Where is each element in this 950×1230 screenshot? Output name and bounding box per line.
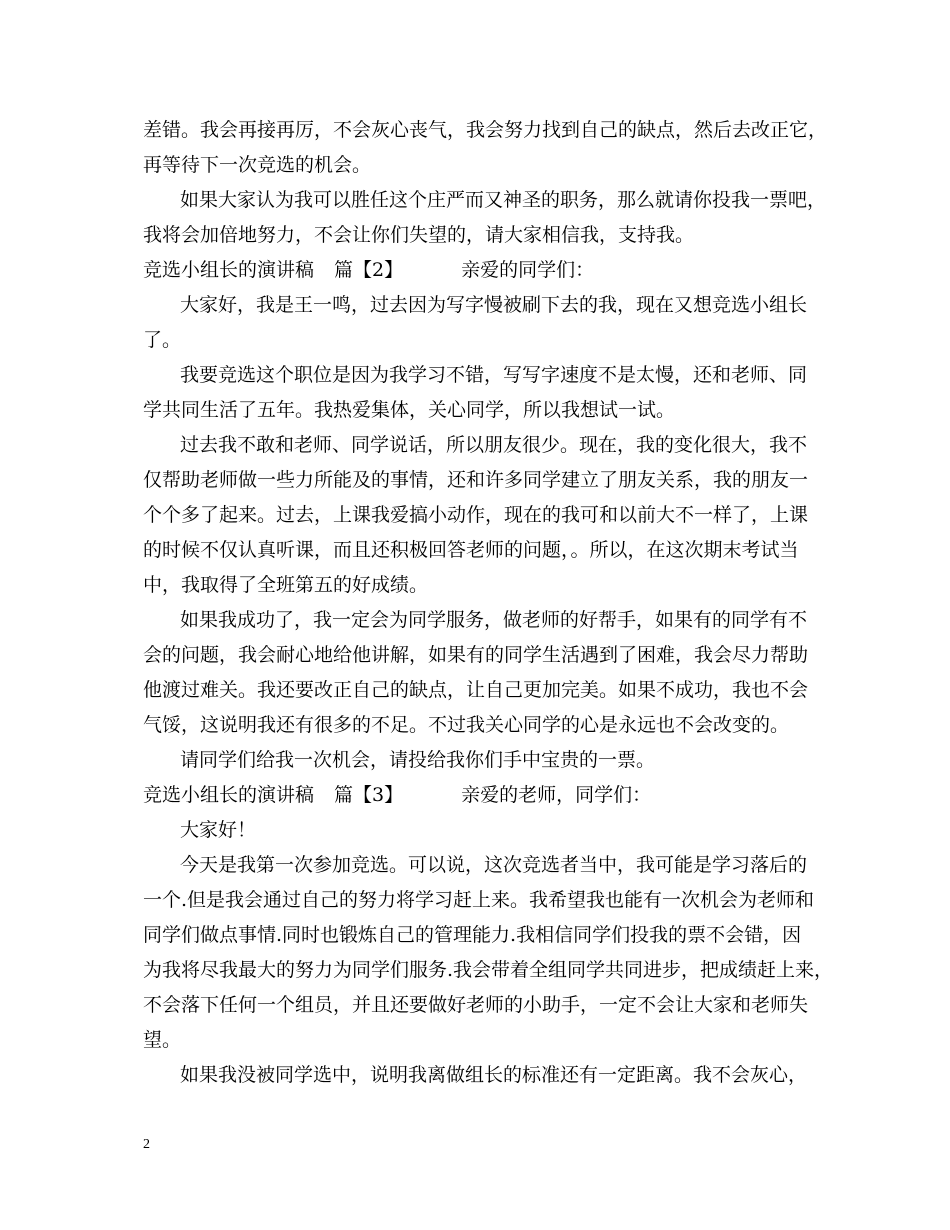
greeting: 亲爱的同学们：: [461, 259, 595, 281]
paragraph-line: 如果我没被同学选中，说明我离做组长的标准还有一定距离。我不会灰心，: [180, 1064, 808, 1086]
paragraph-line: 学共同生活了五年。我热爱集体，关心同学，所以我想试一试。: [143, 399, 676, 421]
paragraph-line: 大家好，我是王一鸣，过去因为写字慢被刷下去的我，现在又想竞选小组长: [180, 294, 808, 316]
paragraph-line: 大家好！: [180, 819, 257, 841]
section-number: 篇【2】: [334, 259, 404, 281]
greeting: 亲爱的老师，同学们：: [461, 784, 652, 806]
paragraph-line: 如果我成功了，我一定会为同学服务，做老师的好帮手，如果有的同学有不: [180, 609, 808, 631]
paragraph-line: 再等待下一次竞选的机会。: [143, 154, 372, 176]
paragraph-line: 一个.但是我会通过自己的努力将学习赶上来。我希望我也能有一次机会为老师和: [143, 889, 815, 911]
document-body: [143, 113, 834, 1093]
paragraph-line: 差错。我会再接再厉，不会灰心丧气，我会努力找到自己的缺点，然后去改正它，: [143, 119, 828, 141]
section-heading: [143, 778, 815, 813]
paragraph-line: 今天是我第一次参加竞选。可以说，这次竞选者当中，我可能是学习落后的: [180, 854, 808, 876]
paragraph-line: 个个多了起来。过去，上课我爱搞小动作，现在的我可和以前大不一样了，上课: [143, 504, 809, 526]
paragraph-line: 仅帮助老师做一些力所能及的事情，还和许多同学建立了朋友关系，我的朋友一: [143, 469, 809, 491]
paragraph-line: 过去我不敢和老师、同学说话，所以朋友很少。现在，我的变化很大，我不: [180, 434, 808, 456]
paragraph-line: 的时候不仅认真听课，而且还积极回答老师的问题，。所以，在这次期末考试当: [143, 539, 799, 561]
paragraph-line: 请同学们给我一次机会，请投给我你们手中宝贵的一票。: [180, 749, 656, 771]
paragraph-line: 我将会加倍地努力，不会让你们失望的，请大家相信我，支持我。: [143, 224, 695, 246]
paragraph-line: 了。: [143, 329, 182, 351]
section-heading: [143, 253, 815, 288]
section-title: 竞选小组长的演讲稿: [143, 259, 315, 281]
paragraph-line: 他渡过难关。我还要改正自己的缺点，让自己更加完美。如果不成功，我也不会: [143, 679, 809, 701]
section-title: 竞选小组长的演讲稿: [143, 784, 315, 806]
paragraph-line: 中，我取得了全班第五的好成绩。: [143, 574, 429, 596]
paragraph-line: 我要竞选这个职位是因为我学习不错，写写字速度不是太慢，还和老师、同: [180, 364, 808, 386]
paragraph-line: 为我将尽我最大的努力为同学们服务.我会带着全组同学共同进步，把成绩赶上来，: [143, 959, 834, 981]
section-number: 篇【3】: [334, 784, 404, 806]
paragraph-line: 如果大家认为我可以胜任这个庄严而又神圣的职务，那么就请你投我一票吧，: [180, 189, 827, 211]
paragraph-line: 不会落下任何一个组员，并且还要做好老师的小助手，一定不会让大家和老师失: [143, 994, 809, 1016]
page-number: 2: [143, 1137, 150, 1152]
paragraph-line: 同学们做点事情.同时也锻炼自己的管理能力.我相信同学们投我的票不会错，因: [143, 924, 802, 946]
paragraph-line: 望。: [143, 1029, 182, 1051]
paragraph-line: 气馁，这说明我还有很多的不足。不过我关心同学的心是永远也不会改变的。: [143, 714, 790, 736]
paragraph-line: 会的问题，我会耐心地给他讲解，如果有的同学生活遇到了困难，我会尽力帮助: [143, 644, 809, 666]
